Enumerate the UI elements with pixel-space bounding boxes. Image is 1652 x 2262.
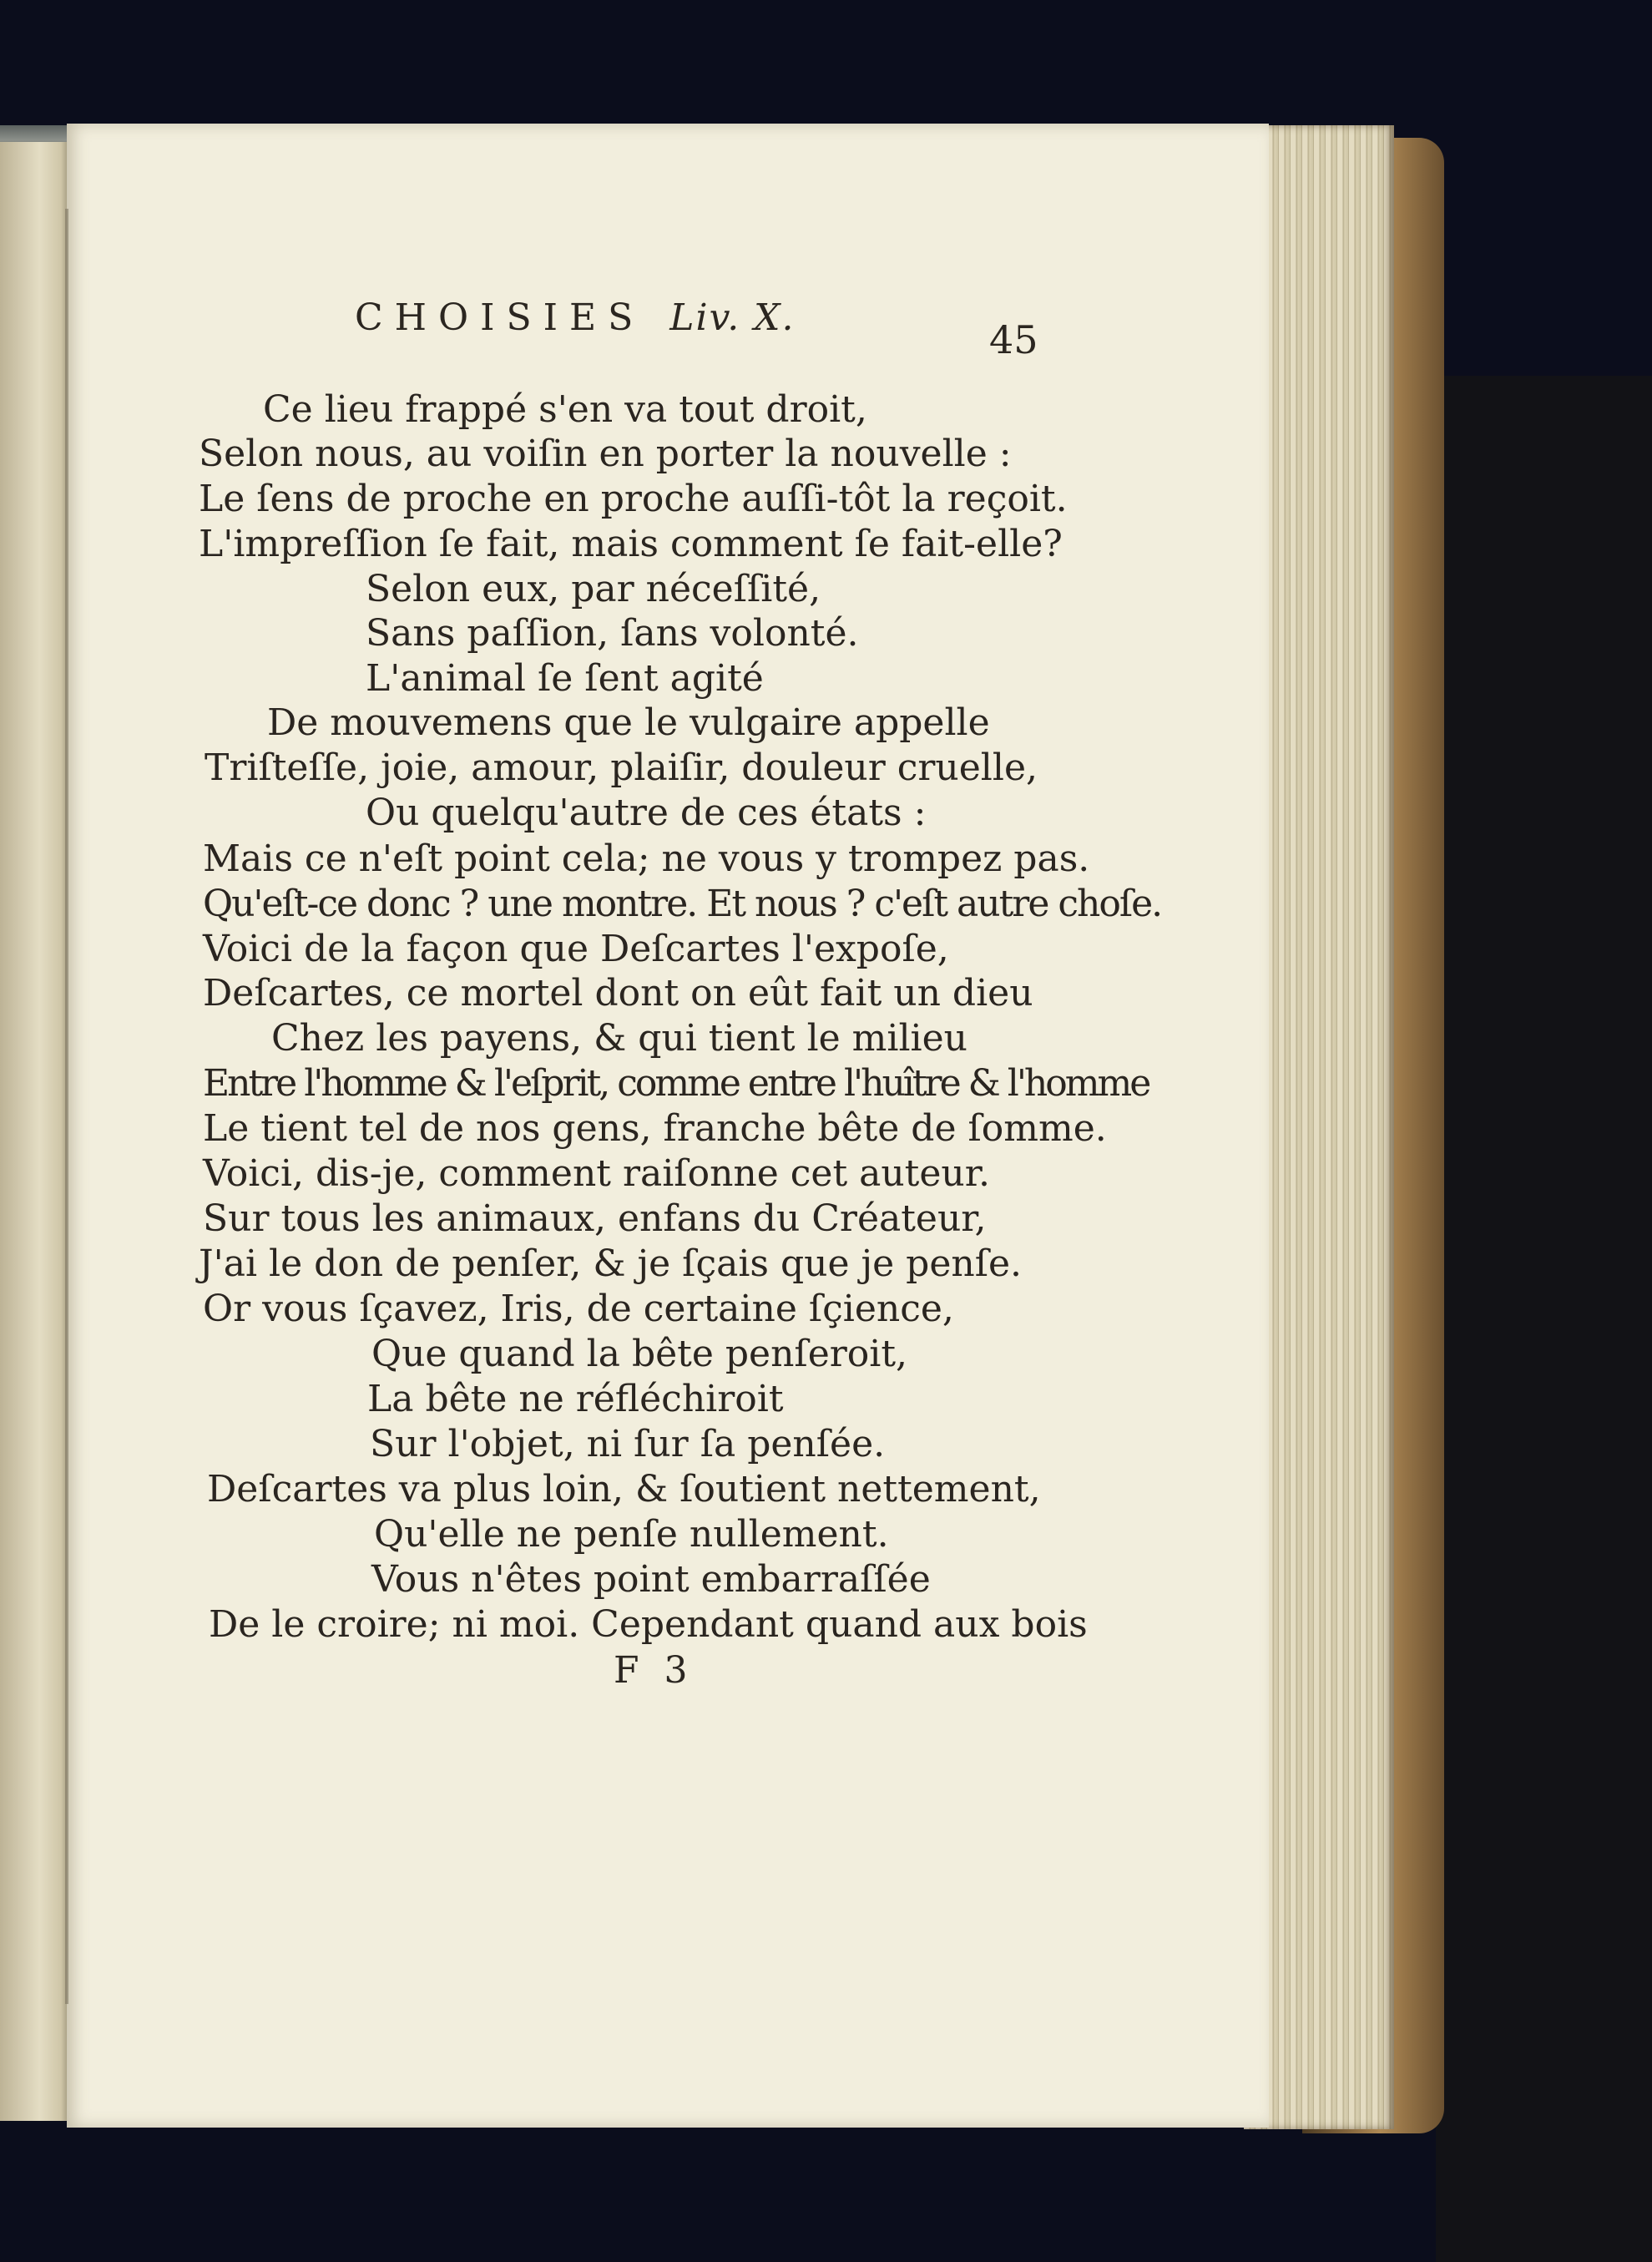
running-head-title: CHOISIES xyxy=(355,296,645,339)
verse-line-7: L'animal ſe ſent agité xyxy=(366,657,764,700)
verse-line-24: Sur l'objet, ni ſur ſa penſée. xyxy=(370,1423,886,1465)
verse-line-22: Que quand la bête penſeroit, xyxy=(371,1333,907,1375)
gutter-line xyxy=(65,209,68,2004)
verse-line-10: Ou quelqu'autre de ces états : xyxy=(366,792,927,834)
signature-mark: F 3 xyxy=(614,1649,695,1692)
verse-line-14: Deſcartes, ce mortel dont on eût fait un dieu xyxy=(203,972,1033,1015)
verse-line-23: La bête ne réfléchiroit xyxy=(367,1378,784,1420)
verse-line-17: Le tient tel de nos gens, franche bête de ſomme. xyxy=(203,1107,1107,1150)
page-number: 45 xyxy=(989,317,1038,362)
verse-line-13: Voici de la façon que Deſcartes l'expoſe, xyxy=(203,928,949,970)
background-dark xyxy=(1436,376,1652,2262)
verse-line-12: Qu'eſt-ce donc ? une montre. Et nous ? c'eſt autre choſe. xyxy=(203,883,1162,925)
left-page-sliver xyxy=(0,142,72,2121)
verse-line-20: J'ai le don de penſer, & je ſçais que je penſe. xyxy=(199,1242,1023,1285)
running-head xyxy=(355,296,796,339)
verse-line-3: Le ſens de proche en proche auſſi-tôt la reçoit. xyxy=(199,478,1068,520)
verse-line-28: De le croire; ni moi. Cependant quand aux bois xyxy=(209,1603,1088,1646)
verse-line-11: Mais ce n'eſt point cela; ne vous y trompez pas. xyxy=(203,837,1090,880)
verse-line-19: Sur tous les animaux, enfans du Créateur, xyxy=(203,1197,987,1240)
verse-line-6: Sans paſſion, ſans volonté. xyxy=(366,612,859,655)
verse-line-21: Or vous ſçavez, Iris, de certaine ſçience, xyxy=(203,1288,954,1330)
verse-line-18: Voici, dis-je, comment raiſonne cet auteur. xyxy=(203,1152,990,1195)
running-head-book: Liv. X. xyxy=(669,296,796,339)
verse-line-26: Qu'elle ne penſe nullement. xyxy=(374,1513,889,1556)
verse-line-1: Ce lieu frappé s'en va tout droit, xyxy=(263,388,867,431)
verse-line-27: Vous n'êtes point embarraſſée xyxy=(371,1558,931,1601)
verse-line-9: Triſteſſe, joie, amour, plaiſir, douleur cruelle, xyxy=(205,746,1038,789)
verse-line-5: Selon eux, par néceſſité, xyxy=(366,568,821,610)
verse-line-8: De mouvemens que le vulgaire appelle xyxy=(267,701,990,744)
verse-line-4: L'impreſſion ſe fait, mais comment ſe fait-elle? xyxy=(199,523,1063,565)
verse-line-15: Chez les payens, & qui tient le milieu xyxy=(271,1017,968,1060)
verse-line-2: Selon nous, au voiſin en porter la nouvelle : xyxy=(199,433,1012,475)
verse-line-16: Entre l'homme & l'eſprit, comme entre l'huître & l'homme xyxy=(203,1062,1149,1105)
verse-line-25: Deſcartes va plus loin, & ſoutient nettement, xyxy=(207,1468,1041,1511)
